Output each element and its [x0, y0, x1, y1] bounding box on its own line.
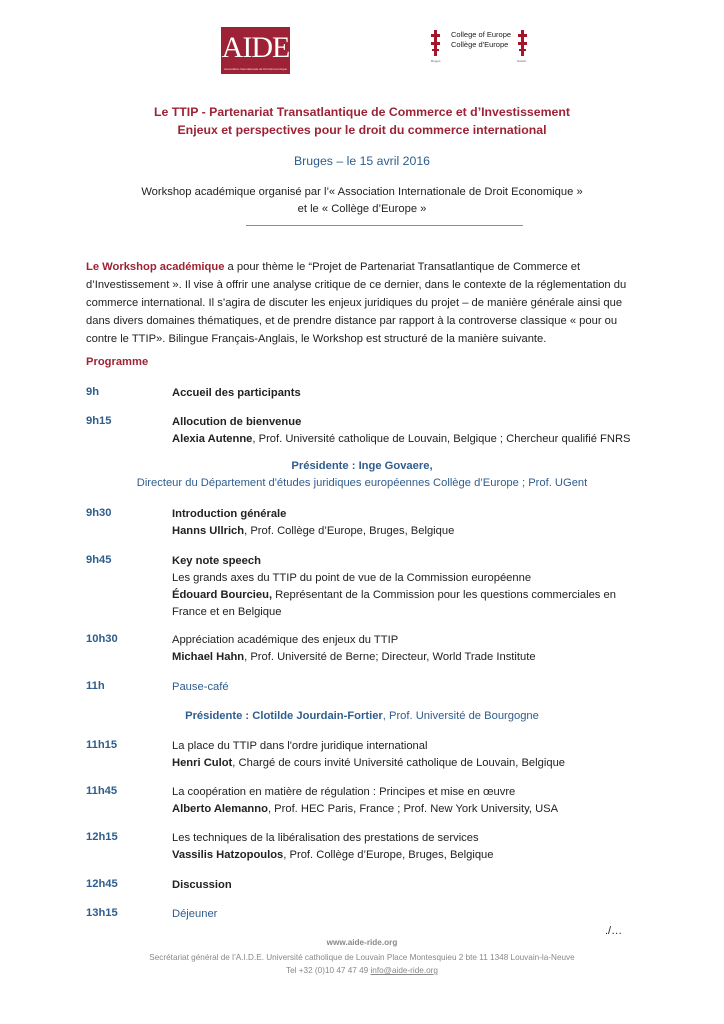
session-entry [172, 506, 642, 540]
session-title: La coopération en matière de régulation : Principes et mise en œuvre [172, 786, 516, 798]
intro-body: a pour thème le “Projet de Partenariat Transatlantique de Commerce et d’Investissement ». Il vise à offrir une analyse critique de ce dernier, dans le contexte de la réglementation du commerce international. Il s’agira de discuter les enjeux juridiques du projet – de manière générale ainsi que dans divers domaines thématiques, et de prendre distance par rapport à la controverse classique « pour ou contre le TTIP». Bilingue Français-Anglais, le Workshop est structuré de la manière suivante. [86, 261, 627, 345]
session-title: Pause-café [172, 681, 229, 693]
session-title: Discussion [172, 879, 232, 891]
session-entry [172, 830, 642, 864]
coe-logo-text: College of Europe Collège d'Europe [451, 30, 512, 49]
speaker-affiliation: Représentant de la Commission pour les questions commerciales en France et en Belgique [172, 589, 616, 618]
speaker-affiliation: , Prof. Université catholique de Louvain, Belgique ; Chercheur qualifié FNRS [252, 433, 631, 445]
session-entry [172, 784, 642, 818]
title-divider [246, 225, 523, 226]
programme-heading: Programme [86, 356, 149, 368]
session-entry [172, 679, 642, 696]
footer-email-link[interactable]: info@aide-ride.org [370, 966, 438, 975]
speaker-name: Hanns Ullrich [172, 525, 245, 537]
session-time: 10h30 [86, 633, 118, 645]
session-entry [172, 632, 642, 666]
session-title: La place du TTIP dans l'ordre juridique international [172, 740, 428, 752]
coe-left-caption: Bruges [431, 59, 441, 63]
session-title: Introduction générale [172, 508, 287, 520]
session-time: 9h [86, 386, 100, 398]
footer-contact [0, 965, 724, 977]
coe-left-emblem-icon [431, 30, 440, 56]
speaker-name: Édouard Bourcieu, [172, 589, 273, 601]
session-entry [172, 385, 642, 402]
document-title-line1: Le TTIP - Partenariat Transatlantique de Commerce et d’Investissement [154, 105, 570, 119]
session-title: Key note speech [172, 555, 261, 567]
chair-affiliation: Directeur du Département d'études juridiques européennes Collège d’Europe ; Prof. UGent [136, 477, 588, 489]
session-time: 12h45 [86, 878, 118, 890]
speaker-affiliation: , Chargé de cours invité Université catholique de Louvain, Belgique [232, 757, 566, 769]
intro-paragraph [86, 258, 646, 348]
session-time: 11h15 [86, 739, 118, 751]
session-time: 9h15 [86, 415, 112, 427]
speaker-affiliation: , Prof. Collège d’Europe, Bruges, Belgique [283, 849, 494, 861]
speaker-name: Henri Culot [172, 757, 233, 769]
session-subtitle: Les grands axes du TTIP du point de vue de la Commission européenne [172, 572, 532, 584]
session-title: Allocution de bienvenue [172, 416, 302, 428]
footer-website: www.aide-ride.org [326, 938, 398, 947]
footer-phone: Tel +32 (0)10 47 47 49 [286, 966, 371, 975]
session-title: Les techniques de la libéralisation des prestations de services [172, 832, 479, 844]
session-entry [172, 877, 642, 894]
coe-right-caption: Natolin [517, 59, 527, 63]
session-entry [172, 738, 642, 772]
session-time: 11h45 [86, 785, 118, 797]
aide-logo-word: AIDE [221, 30, 290, 64]
footer-address: Secrétariat général de l’A.I.D.E. Université catholique de Louvain Place Montesquieu 2 bte 11 1348 Louvain-la-Neuve [149, 953, 575, 962]
speaker-name: Alexia Autenne [172, 433, 253, 445]
coe-right-emblem-icon [518, 30, 527, 56]
session-time: 12h15 [86, 831, 118, 843]
aide-logo-caption: Association Internationale de Droit Economique [223, 67, 288, 71]
event-date: Bruges – le 15 avril 2016 [293, 154, 431, 168]
session-time: 9h45 [86, 554, 112, 566]
session-entry [172, 553, 642, 621]
session-entry [172, 906, 642, 923]
organizer-line1: Workshop académique organisé par l’« Association Internationale de Droit Economique » [141, 186, 583, 198]
session-time: 9h30 [86, 507, 112, 519]
speaker-affiliation: , Prof. Collège d’Europe, Bruges, Belgique [244, 525, 455, 537]
college-of-europe-logo [431, 30, 531, 66]
session-title: Déjeuner [172, 908, 218, 920]
session-time: 11h [86, 680, 105, 692]
speaker-name: Alberto Alemanno [172, 803, 268, 815]
speaker-name: Michael Hahn [172, 651, 245, 663]
aide-logo [221, 27, 290, 74]
session-entry [172, 414, 642, 448]
document-title-line2: Enjeux et perspectives pour le droit du commerce international [177, 123, 547, 137]
speaker-name: Vassilis Hatzopoulos [172, 849, 284, 861]
organizer-line2: et le « Collège d’Europe » [297, 203, 427, 215]
speaker-affiliation: , Prof. Université de Berne; Directeur, World Trade Institute [244, 651, 536, 663]
chair-line: Présidente : Clotilde Jourdain-Fortier, Prof. Université de Bourgogne [185, 710, 539, 722]
chair-name: Présidente : Inge Govaere, [291, 460, 433, 472]
intro-lead: Le Workshop académique [86, 261, 225, 273]
speaker-affiliation: , Prof. HEC Paris, France ; Prof. New York University, USA [267, 803, 559, 815]
session-title: Appréciation académique des enjeux du TTIP [172, 634, 399, 646]
session-title: Accueil des participants [172, 387, 301, 399]
session-time: 13h15 [86, 907, 118, 919]
continued-marker: ./… [605, 925, 623, 937]
